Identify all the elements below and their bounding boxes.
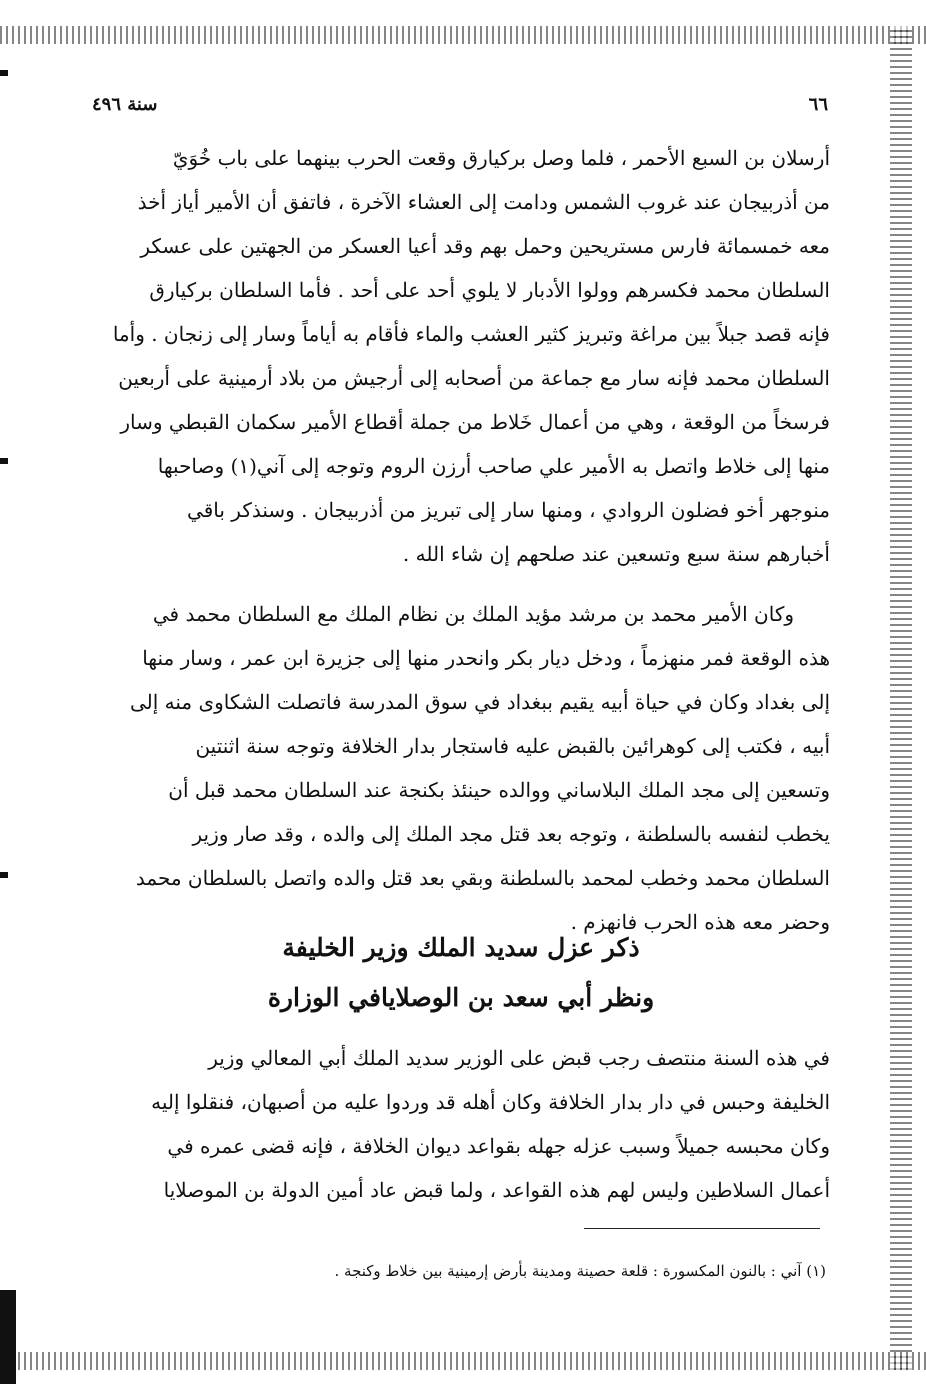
text-line: منوجهر أخو فضلون الروادي ، ومنها سار إلى تبريز من أذربيجان . وسنذكر باقي	[187, 498, 830, 522]
text-line: من أذربيجان عند غروب الشمس ودامت إلى العشاء الآخرة ، فاتفق أن الأمير أياز أخذ	[137, 190, 830, 214]
binding-mark	[0, 70, 8, 76]
binding-shadow	[0, 1290, 16, 1384]
footnote-separator	[584, 1228, 820, 1229]
paragraph-2	[92, 592, 830, 944]
year-label: سنة ٤٩٦	[92, 94, 158, 115]
ornamental-border-right	[890, 26, 912, 1370]
text-line: السلطان محمد فإنه سار مع جماعة من أصحابه إلى أرجيش من بلاد أرمينية على أربعين	[118, 366, 830, 390]
footnote: (١) آني : بالنون المكسورة : قلعة حصينة ومدينة بأرض إرمينية بين خلاط وكنجة .	[334, 1262, 826, 1280]
text-line: أعمال السلاطين وليس لهم هذه القواعد ، ولما قبض عاد أمين الدولة بن الموصلايا	[163, 1178, 830, 1202]
ornamental-border-top	[0, 26, 926, 44]
ornamental-border-bottom	[0, 1352, 926, 1370]
running-header	[92, 94, 828, 124]
body-text	[92, 136, 830, 944]
text-line: هذه الوقعة فمر منهزماً ، ودخل ديار بكر وانحدر منها إلى جزيرة ابن عمر ، وسار منها	[142, 646, 830, 670]
section-heading-line-1: ذكر عزل سديد الملك وزير الخليفة	[282, 933, 640, 962]
text-line: أبيه ، فكتب إلى كوهرائين بالقبض عليه فاستجار بدار الخلافة وتوجه سنة اثنتين	[195, 734, 830, 758]
text-line: إلى بغداد وكان في حياة أبيه يقيم ببغداد في سوق المدرسة فاتصلت الشكاوى منه إلى	[129, 690, 830, 714]
page-number: ٦٦	[808, 94, 828, 115]
text-line: الخليفة وحبس في دار بدار الخلافة وكان أهله قد وردوا عليه من أصبهان، فنقلوا إليه	[151, 1090, 830, 1114]
text-line: معه خمسمائة فارس مستريحين وحمل بهم وقد أعيا العسكر من الجهتين على عسكر	[140, 234, 830, 258]
text-line: في هذه السنة منتصف رجب قبض على الوزير سديد الملك أبي المعالي وزير	[208, 1046, 830, 1070]
text-line: وتسعين إلى مجد الملك البلاساني ووالده حينئذ بكنجة عند السلطان محمد قبل أن	[168, 778, 830, 802]
text-line: وحضر معه هذه الحرب فانهزم .	[570, 910, 830, 934]
binding-mark	[0, 458, 8, 464]
text-line: السلطان محمد وخطب لمحمد بالسلطنة وبقي بعد قتل والده واتصل بالسلطان محمد	[135, 866, 830, 890]
text-line: أخبارهم سنة سبع وتسعين عند صلحهم إن شاء الله .	[402, 542, 830, 566]
text-line: يخطب لنفسه بالسلطنة ، وتوجه بعد قتل مجد الملك إلى والده ، وقد صار وزير	[192, 822, 830, 846]
text-line: السلطان محمد فكسرهم وولوا الأدبار لا يلوي أحد على أحد . فأما السلطان بركيارق	[149, 278, 830, 302]
paragraph-1	[92, 136, 830, 576]
paragraph-3	[92, 1036, 830, 1212]
text-line: منها إلى خلاط واتصل به الأمير علي صاحب أرزن الروم وتوجه إلى آني(١) وصاحبها	[157, 454, 830, 478]
text-line: أرسلان بن السبع الأحمر ، فلما وصل بركيارق وقعت الحرب بينهما على باب خُوَيّ	[172, 146, 830, 170]
section-heading-line-2: ونظر أبي سعد بن الوصلايافي الوزارة	[267, 983, 655, 1012]
text-line: فإنه قصد جبلاً بين مراغة وتبريز كثير العشب والماء فأقام به أياماً وسار إلى زنجان . وأما	[112, 322, 830, 346]
text-line: وكان محبسه جميلاً وسبب عزله جهله بقواعد ديوان الخلافة ، فإنه قضى عمره في	[167, 1134, 830, 1158]
text-line: فرسخاً من الوقعة ، وهي من أعمال خَلاط من جملة أقطاع الأمير سكمان القبطي وسار	[120, 410, 830, 434]
text-line: وكان الأمير محمد بن مرشد مؤيد الملك بن نظام الملك مع السلطان محمد في	[152, 602, 794, 626]
binding-mark	[0, 872, 8, 878]
